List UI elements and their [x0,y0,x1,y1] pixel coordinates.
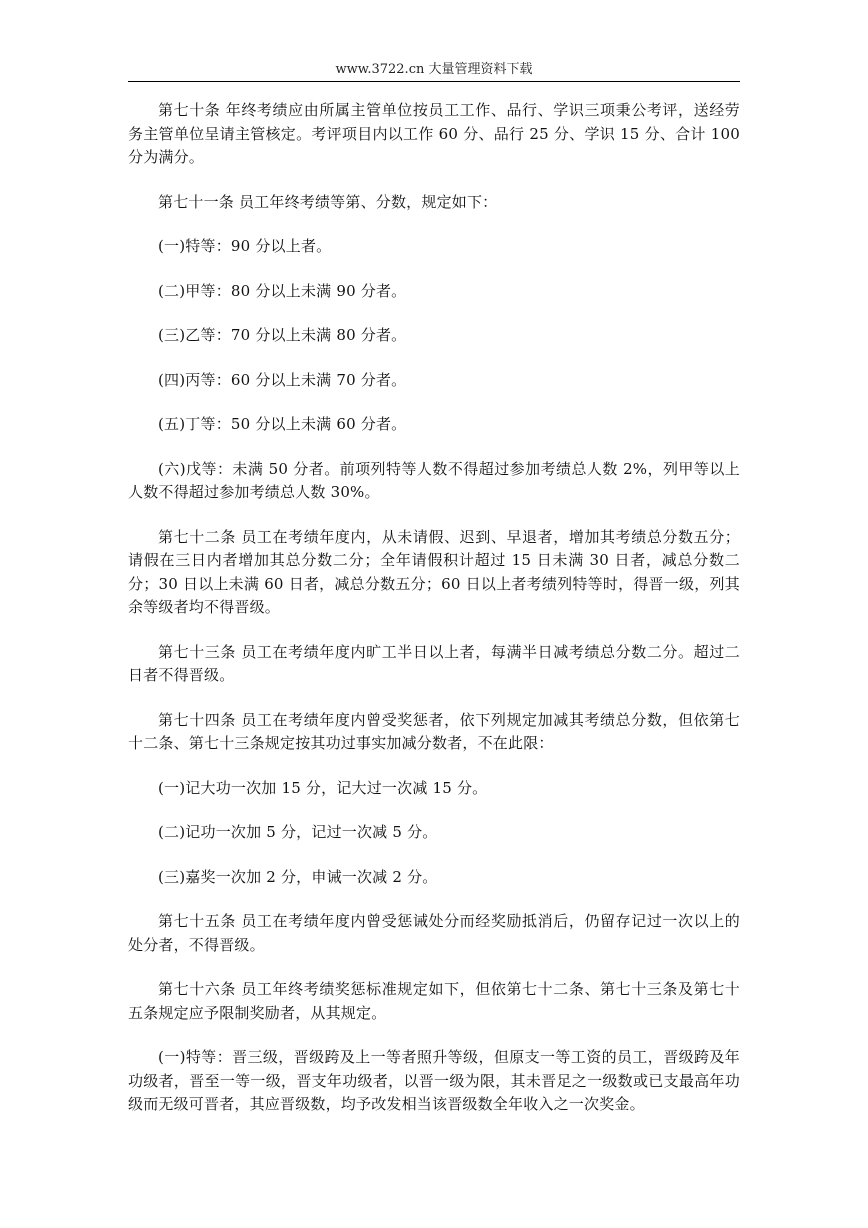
list-item-commendation: (三)嘉奖一次加 2 分，申诫一次减 2 分。 [158,867,438,886]
document-body [128,99,740,1138]
list-item-grade-b: (三)乙等：70 分以上未满 80 分者。 [158,326,407,344]
list-item-merit: (二)记功一次加 5 分，记过一次减 5 分。 [158,823,438,841]
header-divider [128,81,740,82]
list-item-grade-c: (四)丙等：60 分以上未满 70 分者。 [158,370,407,389]
list-item-grade-special: (一)特等：90 分以上者。 [158,237,332,255]
list-item-grade-e: (六)戊等：未满 50 分者。前项列特等人数不得超过参加考绩总人数 2%，列甲等以上人数不得超过参加考绩总人数 30%。 [128,459,740,501]
article-70: 第七十条 年终考绩应由所属主管单位按员工工作、品行、学识三项秉公考评，送经劳务主管单位呈请主管核定。考评项目内以工作 60 分、品行 25 分、学识 15 分、合计 100 分为满分。 [128,101,740,166]
article-71: 第七十一条 员工年终考绩等第、分数，规定如下： [158,192,498,211]
article-75: 第七十五条 员工在考绩年度内曾受惩诫处分而经奖励抵消后，仍留存记过一次以上的处分者，不得晋级。 [128,912,740,954]
article-76: 第七十六条 员工年终考绩奖惩标准规定如下，但依第七十二条、第七十三条及第七十五条规定应予限制奖励者，从其规定。 [128,980,740,1022]
list-item-grade-a: (二)甲等：80 分以上未满 90 分者。 [158,281,407,300]
article-72: 第七十二条 员工在考绩年度内，从未请假、迟到、早退者，增加其考绩总分数五分；请假在三日内者增加其总分数二分；全年请假积计超过 15 日未满 30 日者，减总分数二分；30 日以上未满 60 日者，减总分数五分；60 日以上者考绩列特等时，得晋一级，列其余等级者均不得晋级。 [128,527,740,616]
article-74: 第七十四条 员工在考绩年度内曾受奖惩者，依下列规定加减其考绩总分数，但依第七十二条、第七十三条规定按其功过事实加减分数者，不在此限： [128,710,740,752]
page-header: www.3722.cn 大量管理资料下载 [335,62,533,77]
list-item-grade-d: (五)丁等：50 分以上未满 60 分者。 [158,415,407,433]
list-item-special-reward: (一)特等：晋三级，晋级跨及上一等者照升等级，但原支一等工资的员工，晋级跨及年功级者，晋至一等一级，晋支年功级者，以晋一级为限，其未晋足之一级数或已支最高年功级而无级可晋者，其应晋级数，均予改发相当该晋级数全年收入之一次奖金。 [128,1048,740,1113]
article-73: 第七十三条 员工在考绩年度内旷工半日以上者，每满半日减考绩总分数二分。超过二日者不得晋级。 [128,642,740,684]
list-item-major-merit: (一)记大功一次加 15 分，记大过一次减 15 分。 [158,778,488,797]
